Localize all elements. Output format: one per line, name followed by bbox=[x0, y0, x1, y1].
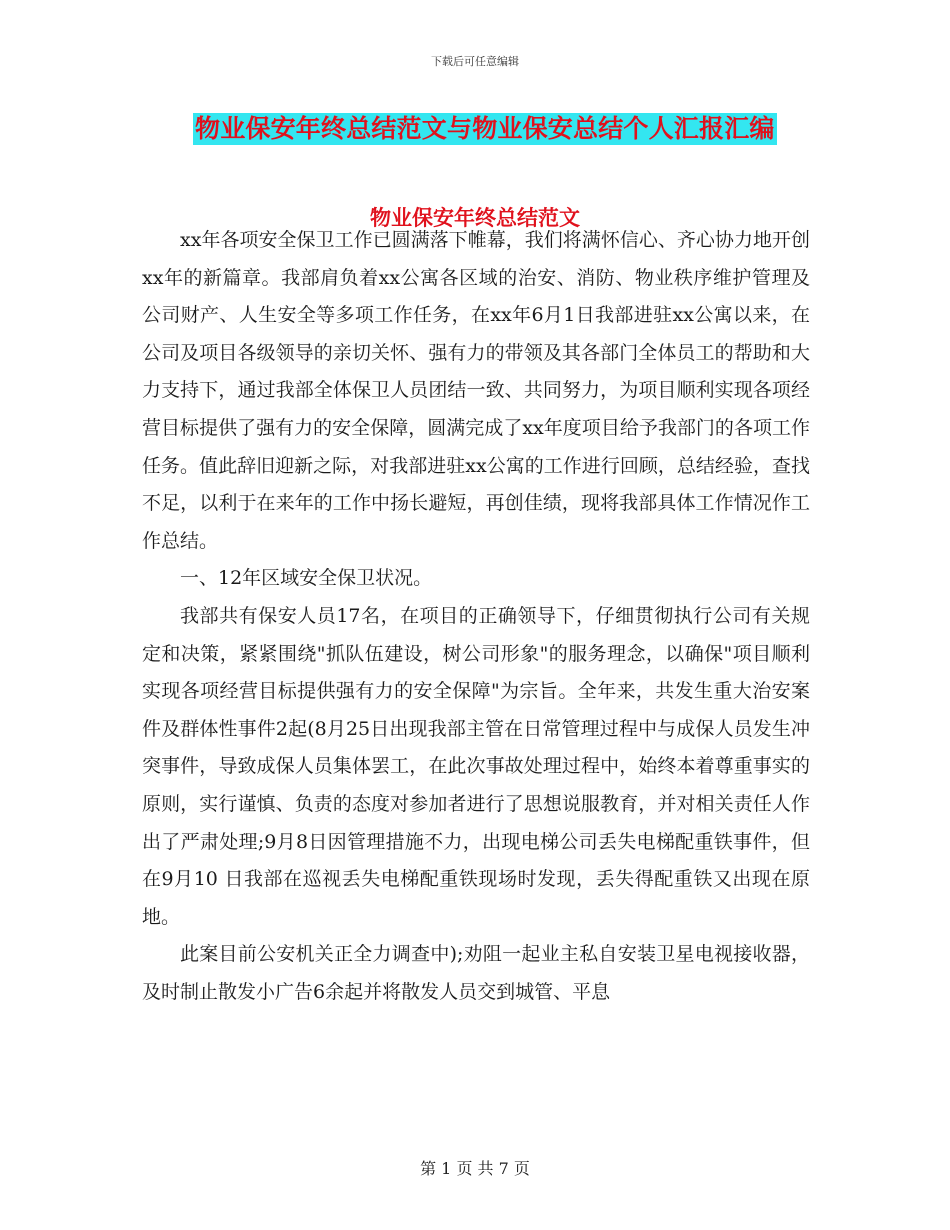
page-footer: 第 1 页 共 7 页 bbox=[420, 1159, 530, 1178]
paragraph: xx年各项安全保卫工作已圆满落下帷幕，我们将满怀信心、齐心协力地开创xx年的新篇章。我部肩负着xx公寓各区域的治安、消防、物业秩序维护管理及公司财产、人生安全等多项工作任务，在xx年6月1日我部进驻xx公寓以来，在公司及项目各级领导的亲切关怀、强有力的带领及其各部门全体员工的帮助和大力支持下，通过我部全体保卫人员团结一致、共同努力，为项目顺利实现各项经营目标提供了强有力的安全保障，圆满完成了xx年度项目给予我部门的各项工作任务。值此辞旧迎新之际，对我部进驻xx公寓的工作进行回顾，总结经验，查找不足，以利于在来年的工作中扬长避短，再创佳绩，现将我部具体工作情况作工作总结。 bbox=[142, 229, 810, 552]
document-body bbox=[142, 222, 810, 1011]
paragraph: 一、12年区域安全保卫状况。 bbox=[180, 567, 433, 590]
section-title: 物业保安年终总结范文 bbox=[370, 205, 580, 230]
header-note: 下载后可任意编辑 bbox=[431, 55, 519, 68]
paragraph: 我部共有保安人员17名，在项目的正确领导下，仔细贯彻执行公司有关规定和决策，紧紧围绕"抓队伍建设，树公司形象"的服务理念，以确保"项目顺利实现各项经营目标提供强有力的安全保障"为宗旨。全年来，共发生重大治安案件及群体性事件2起(8月25日出现我部主管在日常管理过程中与成保人员发生冲突事件，导致成保人员集体罢工，在此次事故处理过程中，始终本着尊重事实的原则，实行谨慎、负责的态度对参加者进行了思想说服教育，并对相关责任人作出了严肃处理;9月8日因管理措施不力，出现电梯公司丢失电梯配重铁事件，但在9月10 日我部在巡视丢失电梯配重铁现场时发现，丢失得配重铁又出现在原地。 bbox=[142, 604, 810, 928]
document-title: 物业保安年终总结范文与物业保安总结个人汇报汇编 bbox=[195, 114, 775, 143]
paragraph: 此案目前公安机关正全力调查中);劝阻一起业主私自安装卫星电视接收器，及时制止散发小广告6余起并将散发人员交到城管、平息 bbox=[142, 943, 810, 1003]
